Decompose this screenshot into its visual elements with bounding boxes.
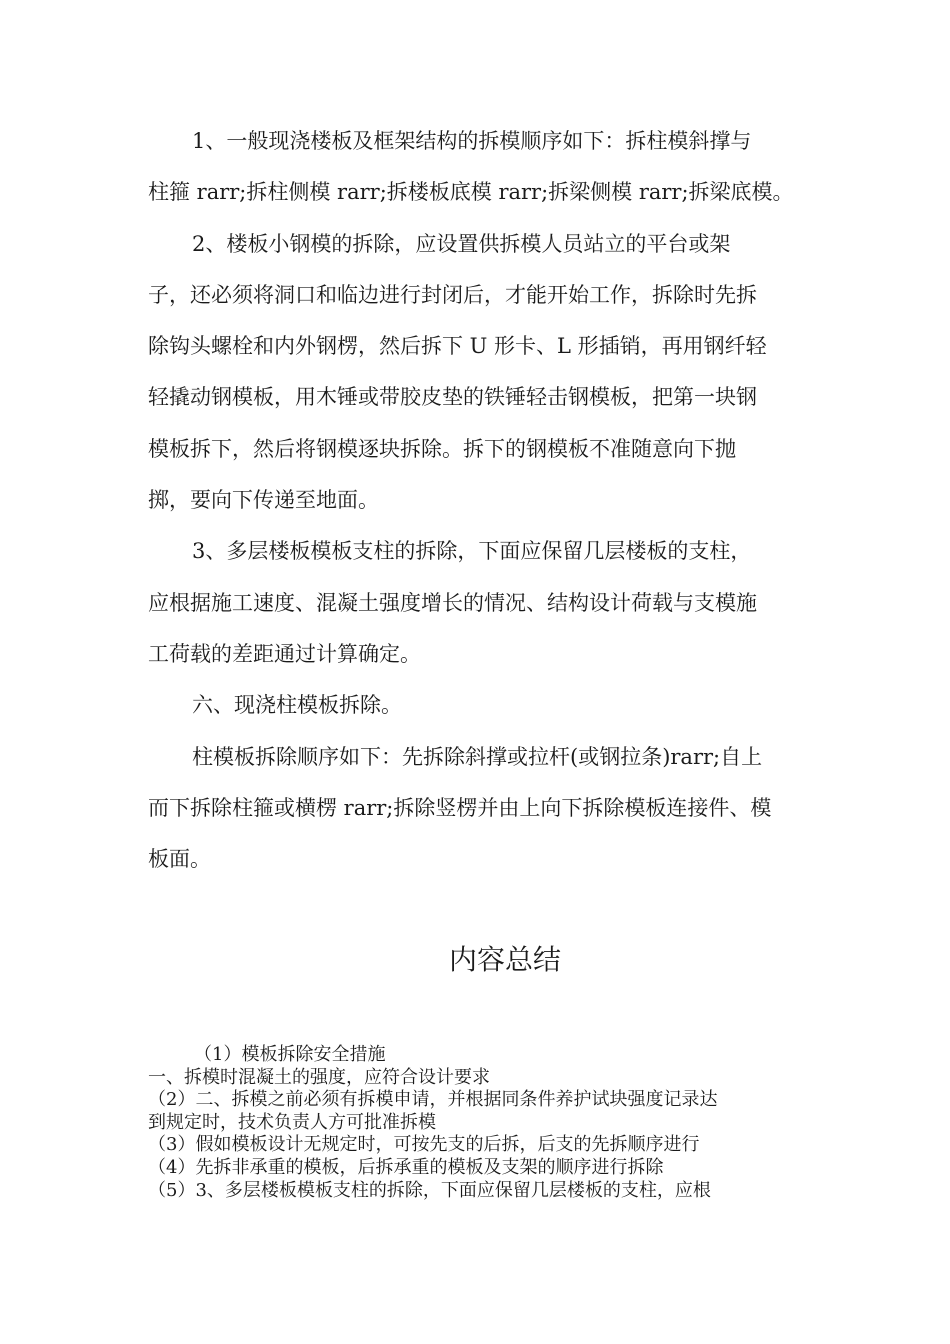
paragraph-line: 1、一般现浇楼板及框架结构的拆模顺序如下：拆柱模斜撑与 (192, 129, 752, 153)
summary-line: （3）假如模板设计无规定时，可按先支的后拆，后支的先拆顺序进行 (148, 1134, 700, 1156)
summary-line: （2）二、拆模之前必须有拆模申请，并根据同条件养护试块强度记录达 (148, 1089, 718, 1111)
paragraph-line: 板面。 (148, 847, 211, 872)
body-text (148, 116, 808, 885)
paragraph-line: 应根据施工速度、混凝土强度增长的情况、结构设计荷载与支模施 (148, 590, 757, 615)
paragraph-line: 模板拆下，然后将钢模逐块拆除。拆下的钢模板不准随意向下抛 (148, 436, 736, 461)
paragraph-line: 柱模板拆除顺序如下：先拆除斜撑或拉杆(或钢拉条)rarr;自上 (192, 744, 763, 769)
summary-line: （1）模板拆除安全措施 (194, 1044, 386, 1065)
paragraph-line: 3、多层楼板模板支柱的拆除，下面应保留几层楼板的支柱， (192, 539, 752, 564)
paragraph-line: 掷，要向下传递至地面。 (148, 488, 379, 513)
paragraph-line: 2、楼板小钢模的拆除，应设置供拆模人员站立的平台或架 (192, 231, 731, 256)
paragraph-line: 除钩头螺栓和内外钢楞，然后拆下 U 形卡、L 形插销，再用钢纤轻 (148, 334, 767, 359)
paragraph-line: 柱箍 rarr;拆柱侧模 rarr;拆楼板底模 rarr;拆梁侧模 rarr;拆梁底模。 (148, 180, 794, 205)
summary-line: 到规定时，技术负责人方可批准拆模 (148, 1111, 436, 1133)
paragraph-line: 工荷载的差距通过计算确定。 (148, 641, 421, 666)
section-heading: 六、现浇柱模板拆除。 (192, 693, 402, 718)
summary-title: 内容总结 (448, 943, 561, 976)
paragraph-line: 子，还必须将洞口和临边进行封闭后，才能开始工作，拆除时先拆 (148, 282, 757, 307)
summary-list (148, 1044, 828, 1202)
summary-line: 一、拆模时混凝土的强度，应符合设计要求 (148, 1066, 490, 1088)
paragraph-line: 而下拆除柱箍或横楞 rarr;拆除竖楞并由上向下拆除模板连接件、模 (148, 795, 772, 820)
paragraph-line: 轻撬动钢模板，用木锤或带胶皮垫的铁锤轻击钢模板，把第一块钢 (148, 385, 757, 410)
summary-line: （5）3、多层楼板模板支柱的拆除，下面应保留几层楼板的支柱，应根 (148, 1179, 711, 1201)
summary-line: （4）先拆非承重的模板，后拆承重的模板及支架的顺序进行拆除 (148, 1156, 664, 1178)
